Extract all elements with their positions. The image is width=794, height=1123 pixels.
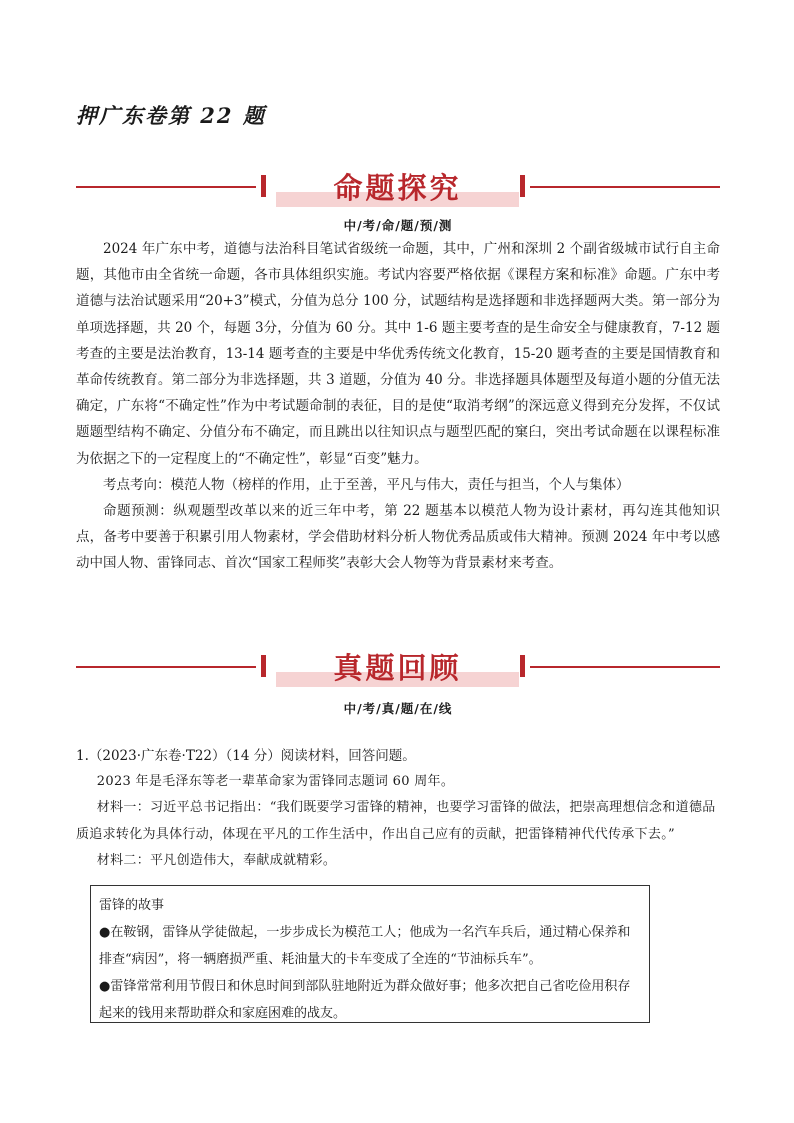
question-block xyxy=(76,744,720,873)
paragraph: 命题预测：纵观题型改革以来的近三年中考，第 22 题基本以模范人物为设计素材，再勾连其他知识点，备考中要善于积累引用人物素材，学会借助材料分析人物优秀品质或伟大精神。预测 2024 年中考以感动中国人物、雷锋同志、首次“国家工程师奖”表彰大会人物等为背景素材来考查。 xyxy=(76,503,720,572)
banner-title: 命题探究 xyxy=(333,171,462,205)
question-stem: 1.（2023·广东卷·T22）（14 分）阅读材料，回答问题。 xyxy=(76,748,416,764)
question-context: 2023 年是毛泽东等老一辈革命家为雷锋同志题词 60 周年。 xyxy=(96,774,455,789)
material-one: 材料一：习近平总书记指出：“我们既要学习雷锋的精神，也要学习雷锋的做法，把崇高理想信念和道德品质追求转化为具体行动，体现在平凡的工作生活中，作出自己应有的贡献，把雷锋精神代代传承下去。” xyxy=(76,800,716,842)
story-box xyxy=(90,885,650,1023)
banner-divider-right xyxy=(530,666,720,668)
banner-title: 真题回顾 xyxy=(333,651,462,685)
banner-divider-left xyxy=(76,186,256,188)
banner-divider-left xyxy=(76,666,256,668)
section-banner-exploration xyxy=(76,172,720,216)
banner-tick-right xyxy=(520,175,525,197)
page-title: 押广东卷第 22 题 xyxy=(76,103,266,128)
material-two: 材料二：平凡创造伟大，奉献成就精彩。 xyxy=(96,853,337,868)
exploration-body xyxy=(76,236,720,577)
paragraph: 2024 年广东中考，道德与法治科目笔试省级统一命题，其中，广州和深圳 2 个副省级城市试行自主命题，其他市由全省统一命题，各市具体组织实施。考试内容要严格依据《课程方案和标准》命题。广东中考道德与法治试题采用“20+3”模式，分值为总分 100 分，试题结构是选择题和非选择题两大类。第一部分为单项选择题，共 20 个，每题 3分，分值为 60 分。其中 1-6 题主要考查的是生命安全与健康教育，7-12 题考查的主要是法治教育，13-14 题考查的主要是中华优秀传统文化教育，15-20 题考查的主要是国情教育和革命传统教育。第二部分为非选择题，共 3 道题，分值为 40 分。非选择题具体题型及每道小题的分值无法确定，广东将“不确定性”作为中考试题命制的表征，目的是使“取消考纲”的深远意义得到充分发挥，不仅试题题型结构不确定、分值分布不确定，而且跳出以往知识点与题型匹配的窠臼，突出考试命题在以课程标准为依据之下的一定程度上的“不确定性”，彰显“百变”魅力。 xyxy=(76,241,720,467)
banner-divider-right xyxy=(530,186,720,188)
story-item: ●雷锋常常利用节假日和休息时间到部队驻地附近为群众做好事；他多次把自己省吃俭用积存起来的钱用来帮助群众和家庭困难的战友。 xyxy=(99,979,631,1021)
paragraph: 考点考向：模范人物（榜样的作用，止于至善，平凡与伟大，责任与担当，个人与集体） xyxy=(103,476,630,493)
banner-tick-left xyxy=(261,655,266,677)
section-subtitle: 中/考/命/题/预/测 xyxy=(343,218,453,233)
story-item: ●在鞍钢，雷锋从学徒做起，一步步成长为模范工人；他成为一名汽车兵后，通过精心保养和排查“病因”，将一辆磨损严重、耗油量大的卡车变成了全连的“节油标兵车”。 xyxy=(99,925,631,967)
banner-tick-right xyxy=(520,655,525,677)
story-box-title: 雷锋的故事 xyxy=(99,898,165,913)
banner-tick-left xyxy=(261,175,266,197)
section-banner-review xyxy=(76,652,720,696)
section-subtitle: 中/考/真/题/在/线 xyxy=(343,701,453,716)
